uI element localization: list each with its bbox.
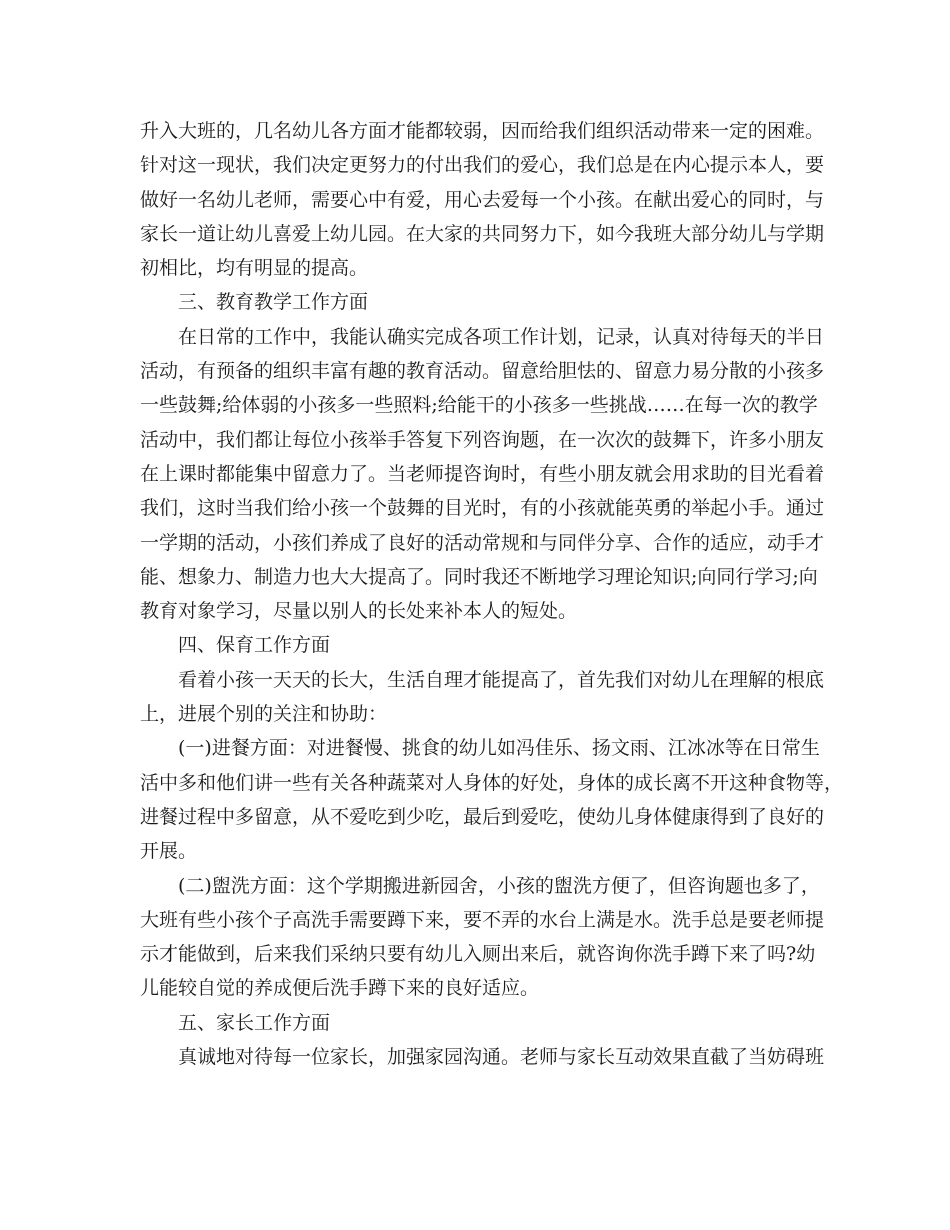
text-line: 教育对象学习，尽量以别人的长处来补本人的短处。 — [140, 600, 578, 623]
text-line: 我们，这时当我们给小孩一个鼓舞的目光时，有的小孩就能英勇的举起小手。通过 — [140, 497, 825, 520]
text-line: 初相比，均有明显的提高。 — [140, 257, 369, 280]
text-line: 做好一名幼儿老师，需要心中有爱，用心去爱每一个小孩。在献出爱心的同时，与 — [140, 188, 825, 211]
text-line: 五、家长工作方面 — [178, 1011, 331, 1034]
document-body — [140, 114, 844, 1074]
text-line: 在上课时都能集中留意力了。当老师提咨询时，有些小朋友就会用求助的目光看着 — [140, 462, 825, 485]
text-line: 进餐过程中多留意，从不爱吃到少吃，最后到爱吃，使幼儿身体健康得到了良好的 — [140, 805, 825, 828]
text-line: 针对这一现状，我们决定更努力的付出我们的爱心，我们总是在内心提示本人，要 — [140, 154, 825, 177]
text-line: 三、教育教学工作方面 — [178, 291, 369, 314]
text-line: 示才能做到，后来我们采纳只要有幼儿入厕出来后，就咨询你洗手蹲下来了吗?幼 — [140, 943, 816, 966]
text-line: 真诚地对待每一位家长，加强家园沟通。老师与家长互动效果直截了当妨碍班 — [178, 1046, 825, 1069]
text-line: 升入大班的，几名幼儿各方面才能都较弱，因而给我们组织活动带来一定的困难。 — [140, 120, 825, 142]
text-line: 大班有些小孩个子高洗手需要蹲下来，要不弄的水台上满是水。洗手总是要老师提 — [140, 908, 825, 931]
text-line: 活动中，我们都让每位小孩举手答复下列咨询题，在一次次的鼓舞下，许多小朋友 — [140, 428, 825, 451]
text-line: 活动，有预备的组织丰富有趣的教育活动。留意给胆怯的、留意力易分散的小孩多 — [140, 360, 825, 383]
text-line: 能、想象力、制造力也大大提高了。同时我还不断地学习理论知识;向同行学习;向 — [140, 565, 818, 588]
text-line: 一学期的活动，小孩们养成了良好的活动常规和与同伴分享、合作的适应，动手才 — [140, 531, 825, 554]
text-line: (二)盥洗方面：这个学期搬进新园舍，小孩的盥洗方便了，但咨询题也多了， — [178, 874, 820, 897]
text-line: 开展。 — [140, 840, 198, 863]
text-line: 看着小孩一天天的长大，生活自理才能提高了，首先我们对幼儿在理解的根底 — [178, 668, 825, 691]
text-line: 活中多和他们讲一些有关各种蔬菜对人身体的好处，身体的成长离不开这种食物等， — [140, 771, 844, 794]
text-line: 四、保育工作方面 — [178, 634, 331, 657]
text-line: 家长一道让幼儿喜爱上幼儿园。在大家的共同努力下，如今我班大部分幼儿与学期 — [140, 222, 825, 245]
text-line: 在日常的工作中，我能认确实完成各项工作计划，记录，认真对待每天的半日 — [178, 325, 825, 348]
text-line: 儿能较自觉的养成便后洗手蹲下来的良好适应。 — [140, 977, 540, 1000]
text-line: 一些鼓舞;给体弱的小孩多一些照料;给能干的小孩多一些挑战……在每一次的教学 — [140, 394, 818, 417]
text-line: (一)进餐方面：对进餐慢、挑食的幼儿如冯佳乐、扬文雨、江冰冰等在日常生 — [178, 737, 820, 760]
text-line: 上，进展个别的关注和协助： — [140, 703, 388, 726]
